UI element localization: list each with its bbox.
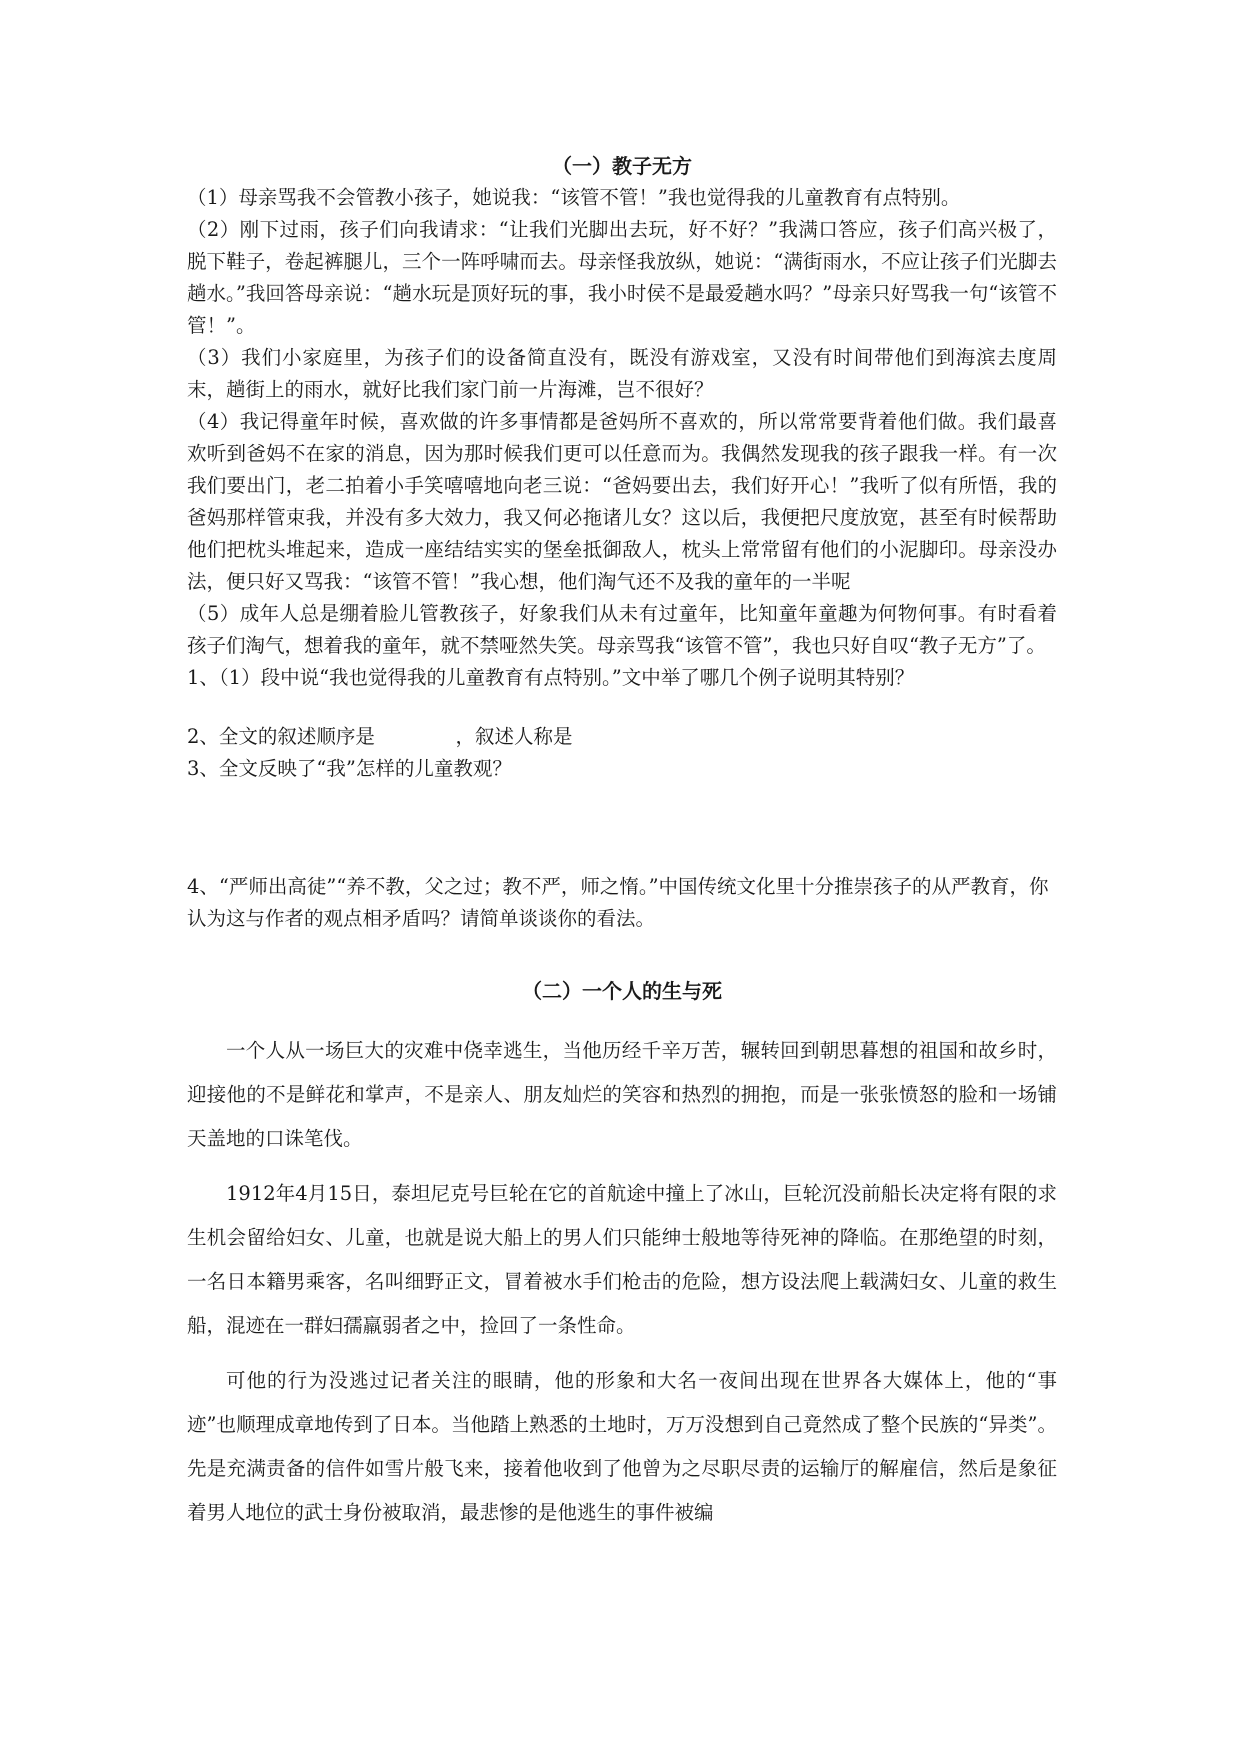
question-1: 1、（1）段中说“我也觉得我的儿童教育有点特别。”文中举了哪几个例子说明其特别？ <box>187 666 915 689</box>
section1-paragraph-5: （5）成年人总是绷着脸儿管教孩子，好象我们从未有过童年，比知童年童趣为何物何事。有时看着孩子们淘气，想着我的童年，就不禁哑然失笑。母亲骂我“该管不管”，我也只好自叹“教子无方”了。 <box>187 602 1057 657</box>
section2-title: （二）一个人的生与死 <box>522 979 722 1003</box>
question-3: 3、全文反映了“我”怎样的儿童教观？ <box>187 757 512 780</box>
question-4: 4、“严师出高徒”“养不教，父之过；教不严，师之惰。”中国传统文化里十分推崇孩子的从严教育，你认为这与作者的观点相矛盾吗？请简单谈谈你的看法。 <box>187 875 1049 930</box>
section2-paragraph-2: 1912年4月15日，泰坦尼克号巨轮在它的首航途中撞上了冰山，巨轮沉没前船长决定将有限的求生机会留给妇女、儿童，也就是说大船上的男人们只能绅士般地等待死神的降临。在那绝望的时刻，一名日本籍男乘客，名叫细野正文，冒着被水手们枪击的危险，想方设法爬上载满妇女、儿童的救生船，混迹在一群妇孺羸弱者之中，捡回了一条性命。 <box>187 1182 1057 1337</box>
section1-paragraph-3: （3）我们小家庭里，为孩子们的设备简直没有，既没有游戏室，又没有时间带他们到海滨去度周末，趟街上的雨水，就好比我们家门前一片海滩，岂不很好？ <box>187 346 1057 401</box>
section1-paragraph-1: （1）母亲骂我不会管教小孩子，她说我：“该管不管！”我也觉得我的儿童教育有点特别。 <box>187 186 961 209</box>
section1-paragraph-2: （2）刚下过雨，孩子们向我请求：“让我们光脚出去玩，好不好？”我满口答应，孩子们高兴极了，脱下鞋子，卷起裤腿儿，三个一阵呼啸而去。母亲怪我放纵，她说：“满街雨水，不应让孩子们光脚去趟水。”我回答母亲说：“趟水玩是顶好玩的事，我小时侯不是最爱趟水吗？”母亲只好骂我一句“该管不管！”。 <box>187 218 1057 337</box>
section1-paragraph-4: （4）我记得童年时候，喜欢做的许多事情都是爸妈所不喜欢的，所以常常要背着他们做。我们最喜欢听到爸妈不在家的消息，因为那时候我们更可以任意而为。我偶然发现我的孩子跟我一样。有一次我们要出门，老二拍着小手笑嘻嘻地向老三说：“爸妈要出去，我们好开心！”我听了似有所悟，我的爸妈那样管束我，并没有多大效力，我又何必拖诸儿女？这以后，我便把尺度放宽，甚至有时候帮助他们把枕头堆起来，造成一座结结实实的堡垒抵御敌人，枕头上常常留有他们的小泥脚印。母亲没办法，便只好又骂我：“该管不管！”我心想，他们淘气还不及我的童年的一半呢 <box>187 410 1057 593</box>
section1-title: （一）教子无方 <box>552 154 692 178</box>
document-page <box>187 150 1057 1546</box>
question-2: 2、全文的叙述顺序是 ，叙述人称是 <box>187 725 573 748</box>
section1-body <box>187 182 1057 662</box>
section2-body <box>187 1029 1057 1535</box>
section2-paragraph-1: 一个人从一场巨大的灾难中侥幸逃生，当他历经千辛万苦，辗转回到朝思暮想的祖国和故乡时，迎接他的不是鲜花和掌声，不是亲人、朋友灿烂的笑容和热烈的拥抱，而是一张张愤怒的脸和一场铺天盖地的口诛笔伐。 <box>187 1039 1057 1150</box>
answer-space-3 <box>187 785 1057 871</box>
section2-paragraph-3: 可他的行为没逃过记者关注的眼睛，他的形象和大名一夜间出现在世界各大媒体上，他的“事迹”也顺理成章地传到了日本。当他踏上熟悉的土地时，万万没想到自己竟然成了整个民族的“异类”。先是充满责备的信件如雪片般飞来，接着他收到了他曾为之尽职尽责的运输厅的解雇信，然后是象征着男人地位的武士身份被取消，最悲惨的是他逃生的事件被编 <box>187 1369 1057 1524</box>
answer-space-1 <box>187 694 1057 721</box>
questions <box>187 662 1057 935</box>
